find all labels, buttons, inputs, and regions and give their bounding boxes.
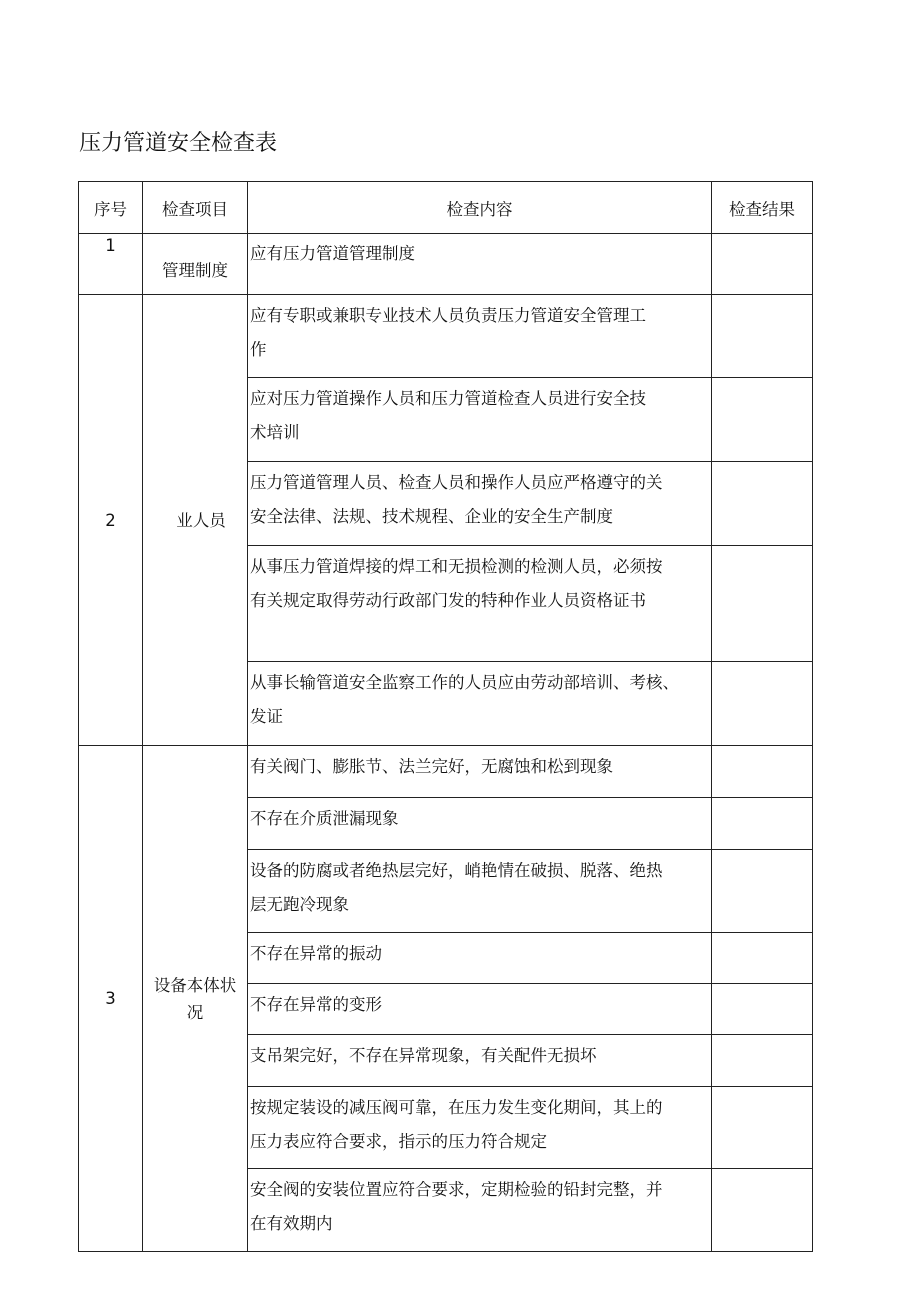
content-line: 有关规定取得劳动行政部门发的特种作业人员资格证书 (250, 591, 646, 610)
check-item-label: 业人员 (176, 510, 226, 530)
check-item-line: 况 (186, 1002, 204, 1022)
row-number: 2 (79, 295, 143, 746)
content-line: 压力管道管理人员、检查人员和操作人员应严格遵守的关 (250, 473, 663, 492)
check-content (248, 462, 712, 546)
check-item (143, 746, 248, 1252)
check-content (248, 662, 712, 746)
check-content (248, 798, 712, 850)
content-line: 不存在异常的振动 (250, 944, 382, 963)
table-row (79, 746, 813, 798)
check-result[interactable] (712, 295, 813, 378)
content-line: 术培训 (250, 423, 300, 442)
content-line: 应对压力管道操作人员和压力管道检查人员进行安全技 (250, 389, 646, 408)
content-line: 作 (250, 340, 267, 359)
content-line: 应有专职或兼职专业技术人员负责压力管道安全管理工 (250, 306, 646, 325)
table-header-row (79, 182, 813, 234)
header-result: 检查结果 (712, 182, 813, 234)
check-item: 管理制度 (143, 234, 248, 295)
check-content (248, 295, 712, 378)
content-line: 层无跑冷现象 (250, 895, 349, 914)
check-content (248, 1169, 712, 1252)
check-result[interactable] (712, 546, 813, 662)
check-result[interactable] (712, 798, 813, 850)
check-item (143, 295, 248, 746)
content-line: 支吊架完好，不存在异常现象，有关配件无损坏 (250, 1046, 597, 1065)
check-content (248, 984, 712, 1035)
check-result[interactable] (712, 1035, 813, 1087)
content-line: 不存在介质泄漏现象 (250, 809, 399, 828)
content-line: 应有压力管道管理制度 (250, 244, 415, 263)
header-no: 序号 (79, 182, 143, 234)
safety-check-table (78, 181, 813, 1252)
check-content (248, 746, 712, 798)
header-content: 检查内容 (248, 182, 712, 234)
content-line: 不存在异常的变形 (250, 995, 382, 1014)
check-result[interactable] (712, 234, 813, 295)
content-line: 安全法律、法规、技术规程、企业的安全生产制度 (250, 507, 613, 526)
table-row (79, 295, 813, 378)
check-item-line: 设备本体状 (153, 975, 237, 995)
content-line: 压力表应符合要求，指示的压力符合规定 (250, 1132, 547, 1151)
table-row (79, 234, 813, 295)
check-result[interactable] (712, 746, 813, 798)
content-line: 有关阀门、膨胀节、法兰完好，无腐蚀和松到现象 (250, 757, 613, 776)
check-result[interactable] (712, 1087, 813, 1169)
check-result[interactable] (712, 984, 813, 1035)
header-item: 检查项目 (143, 182, 248, 234)
page-title: 压力管道安全检查表 (79, 131, 278, 156)
row-number: 3 (79, 746, 143, 1252)
check-content (248, 1087, 712, 1169)
content-line: 从事压力管道焊接的焊工和无损检测的检测人员，必须按 (250, 557, 663, 576)
content-line: 发证 (250, 707, 283, 726)
check-result[interactable] (712, 1169, 813, 1252)
check-content (248, 933, 712, 984)
check-result[interactable] (712, 462, 813, 546)
check-content (248, 546, 712, 662)
check-result[interactable] (712, 850, 813, 933)
check-content (248, 850, 712, 933)
content-line: 设备的防腐或者绝热层完好，峭艳情在破损、脱落、绝热 (250, 861, 663, 880)
check-result[interactable] (712, 933, 813, 984)
check-result[interactable] (712, 662, 813, 746)
content-line: 从事长输管道安全监察工作的人员应由劳动部培训、考核、 (250, 673, 679, 692)
check-result[interactable] (712, 378, 813, 462)
check-content (248, 1035, 712, 1087)
content-line: 在有效期内 (250, 1214, 333, 1233)
content-line: 按规定装设的减压阀可靠，在压力发生变化期间，其上的 (250, 1098, 663, 1117)
content-line: 安全阀的安装位置应符合要求，定期检验的铅封完整，并 (250, 1180, 663, 1199)
check-content (248, 378, 712, 462)
check-item-label (154, 972, 237, 1026)
row-number: 1 (79, 234, 143, 295)
check-content (248, 234, 712, 295)
